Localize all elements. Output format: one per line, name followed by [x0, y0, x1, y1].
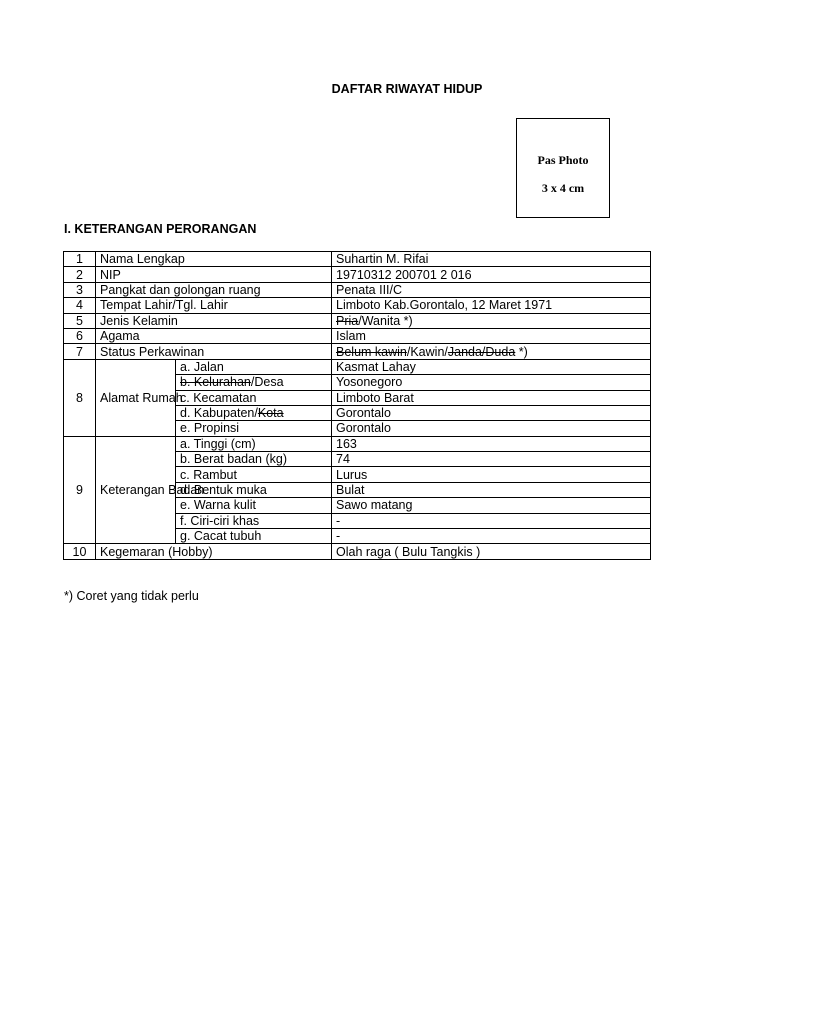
row-number: 5: [64, 313, 96, 328]
table-row: [64, 313, 651, 328]
photo-size: 3 x 4 cm: [541, 181, 585, 195]
label-text: d. Kabupaten/: [180, 406, 258, 421]
row-value: Sawo matang: [332, 498, 651, 513]
row-value: [332, 313, 651, 328]
row-value: 19710312 200701 2 016: [332, 267, 651, 282]
struck-option: Kota: [257, 406, 284, 421]
sub-label: e. Propinsi: [176, 421, 332, 436]
table-row: [64, 436, 651, 451]
row-number: 7: [64, 344, 96, 359]
value-text: /Kawin/: [406, 344, 448, 359]
row-number: 1: [64, 252, 96, 267]
section-heading: I. KETERANGAN PERORANGAN: [64, 222, 257, 236]
document-title: DAFTAR RIWAYAT HIDUP: [331, 82, 483, 96]
row-number: 3: [64, 282, 96, 297]
row-label: NIP: [96, 267, 332, 282]
table-row: [64, 359, 651, 374]
row-value: Limboto Barat: [332, 390, 651, 405]
row-number: 9: [64, 436, 96, 544]
personal-data-table: [63, 251, 651, 560]
row-label: Nama Lengkap: [96, 252, 332, 267]
sub-label: [176, 375, 332, 390]
row-number: 10: [64, 544, 96, 559]
row-value: 163: [332, 436, 651, 451]
row-value: -: [332, 529, 651, 544]
row-value: Limboto Kab.Gorontalo, 12 Maret 1971: [332, 298, 651, 313]
row-value: [332, 344, 651, 359]
row-number: 6: [64, 328, 96, 343]
footnote: *) Coret yang tidak perlu: [64, 589, 199, 603]
label-text: /Desa: [250, 375, 284, 390]
row-label: Agama: [96, 328, 332, 343]
row-value: Lurus: [332, 467, 651, 482]
row-number: 2: [64, 267, 96, 282]
value-text: /Wanita *): [358, 313, 413, 328]
row-value: Islam: [332, 328, 651, 343]
row-value: Yosonegoro: [332, 375, 651, 390]
row-label: Jenis Kelamin: [96, 313, 332, 328]
group-label: Keterangan Badan: [96, 436, 176, 544]
sub-label: d. Bentuk muka: [176, 482, 332, 497]
sub-label: [176, 405, 332, 420]
row-value: Gorontalo: [332, 405, 651, 420]
row-value: -: [332, 513, 651, 528]
table-row: [64, 544, 651, 559]
row-value: Penata III/C: [332, 282, 651, 297]
row-label: Kegemaran (Hobby): [96, 544, 332, 559]
sub-label: g. Cacat tubuh: [176, 529, 332, 544]
table-row: [64, 252, 651, 267]
photo-placeholder: [516, 118, 610, 218]
sub-label: a. Tinggi (cm): [176, 436, 332, 451]
table-row: [64, 328, 651, 343]
row-label: Pangkat dan golongan ruang: [96, 282, 332, 297]
value-text: *): [515, 344, 528, 359]
struck-option: Janda/Duda: [447, 344, 516, 359]
row-number: 4: [64, 298, 96, 313]
row-value: Bulat: [332, 482, 651, 497]
table-row: [64, 298, 651, 313]
row-label: Status Perkawinan: [96, 344, 332, 359]
photo-label: Pas Photo: [537, 153, 589, 167]
row-value: Gorontalo: [332, 421, 651, 436]
sub-label: e. Warna kulit: [176, 498, 332, 513]
row-label: Tempat Lahir/Tgl. Lahir: [96, 298, 332, 313]
sub-label: f. Ciri-ciri khas: [176, 513, 332, 528]
row-value: 74: [332, 452, 651, 467]
sub-label: b. Berat badan (kg): [176, 452, 332, 467]
struck-option: Belum kawin: [336, 344, 407, 359]
table-row: [64, 282, 651, 297]
struck-option: Pria: [336, 313, 359, 328]
row-value: Kasmat Lahay: [332, 359, 651, 374]
row-value: Olah raga ( Bulu Tangkis ): [332, 544, 651, 559]
table-row: [64, 344, 651, 359]
sub-label: c. Rambut: [176, 467, 332, 482]
group-label: Alamat Rumah: [96, 359, 176, 436]
sub-label: c. Kecamatan: [176, 390, 332, 405]
sub-label: a. Jalan: [176, 359, 332, 374]
row-number: 8: [64, 359, 96, 436]
struck-option: b. Kelurahan: [180, 375, 251, 390]
row-value: Suhartin M. Rifai: [332, 252, 651, 267]
table-row: [64, 267, 651, 282]
